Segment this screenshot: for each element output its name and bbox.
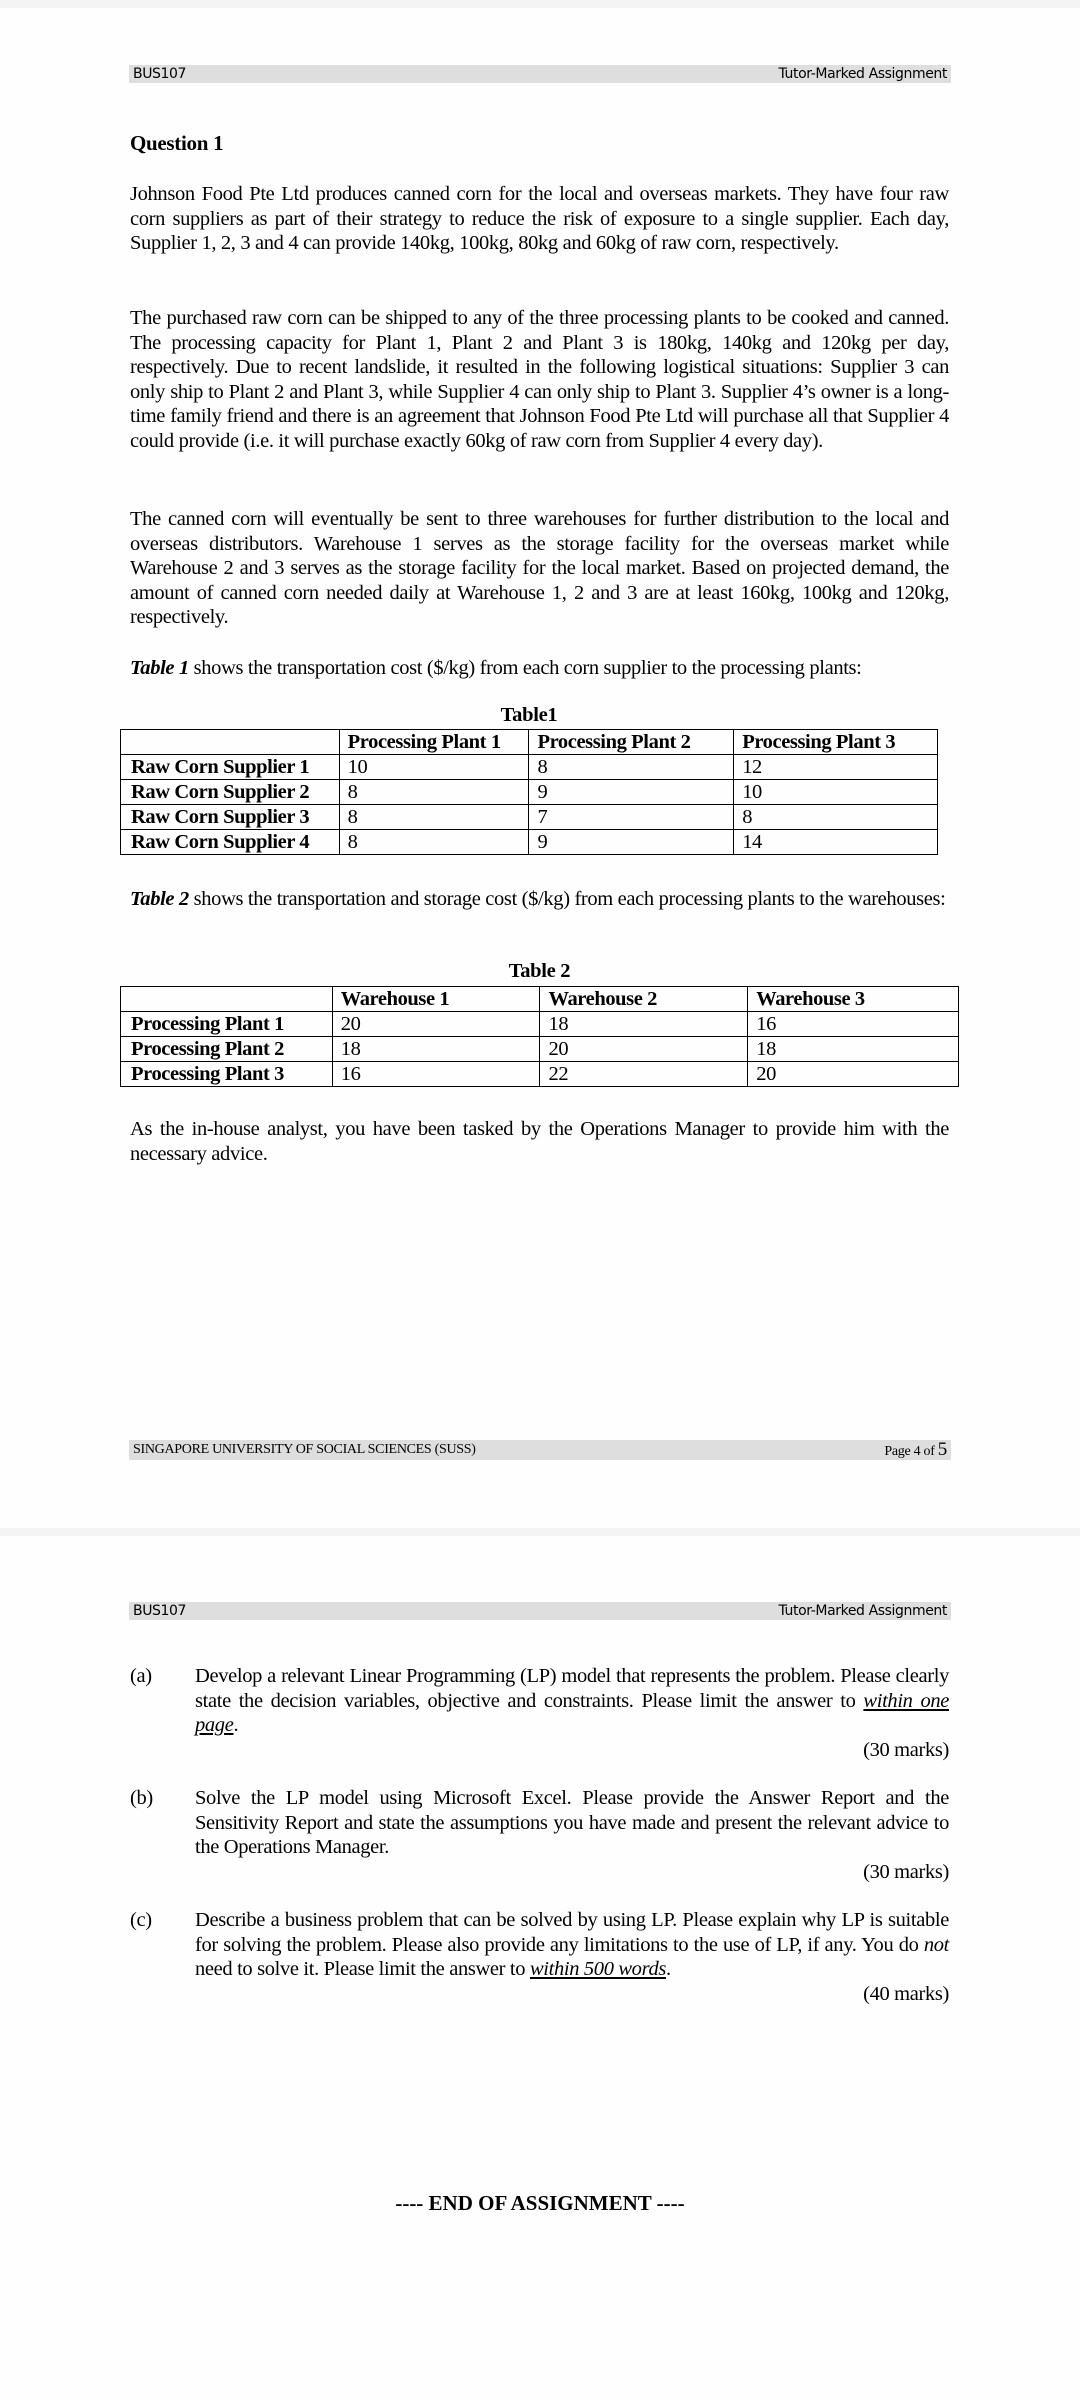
table-row	[121, 830, 938, 855]
part-label: (c)	[130, 1909, 152, 1931]
end-of-assignment: ---- END OF ASSIGNMENT ----	[395, 2191, 685, 2215]
table-row	[121, 755, 938, 780]
table-cell: 7	[529, 805, 734, 830]
document-page-5	[0, 1536, 1080, 2400]
table-cell: 9	[529, 780, 734, 805]
page-header	[129, 65, 951, 83]
table-header-row	[121, 987, 959, 1012]
table-cell: 16	[748, 1012, 959, 1037]
question-part-b	[130, 1786, 949, 1896]
table2-intro	[130, 887, 949, 912]
column-header	[121, 730, 340, 755]
table-cell: 10	[734, 780, 938, 805]
table-cell: 18	[748, 1037, 959, 1062]
row-header: Processing Plant 1	[121, 1012, 333, 1037]
table-cell: 16	[332, 1062, 540, 1087]
table2-caption: Table 2	[508, 960, 571, 982]
row-header: Processing Plant 2	[121, 1037, 333, 1062]
table-cell: 14	[734, 830, 938, 855]
column-header: Processing Plant 1	[339, 730, 529, 755]
table2-intro-text: shows the transportation and storage cost ($/kg) from each processing plants to the warehouses:	[188, 888, 946, 910]
part-label: (b)	[130, 1787, 153, 1809]
table1-caption: Table1	[500, 704, 558, 726]
warehouse-paragraph: The canned corn will eventually be sent to three warehouses for further distribution to the local and overseas distributors. Warehouse 1 serves as the storage facility for the overseas market while Warehouse 2 and 3 serves as the storage facility for the local market. Based on projected demand, the amount of canned corn needed daily at Warehouse 1, 2 and 3 are at least 160kg, 100kg and 120kg, respectively.	[130, 508, 949, 629]
table-cell: 8	[529, 755, 734, 780]
table-cell: 8	[734, 805, 938, 830]
institution-name: SINGAPORE UNIVERSITY OF SOCIAL SCIENCES (SUSS)	[133, 1442, 476, 1457]
document-type: Tutor-Marked Assignment	[778, 1603, 947, 1619]
table2-reference: Table 2	[130, 888, 189, 910]
document-type: Tutor-Marked Assignment	[778, 66, 947, 82]
question-part-a	[130, 1664, 949, 1774]
part-text: Describe a business problem that can be solved by using LP. Please explain why LP is suitable for solving the problem. Please also provide any limitations to the use of LP, if any. You do not need to solve it. Please limit the answer to within 500 words.	[195, 1909, 949, 1981]
page-header	[129, 1602, 951, 1620]
emphasis-underline: within one page	[195, 1689, 950, 1737]
part-text: Solve the LP model using Microsoft Excel. Please provide the Answer Report and the Sensitivity Report and state the assumptions you have made and present the relevant advice to the Operations Manager.	[195, 1787, 949, 1859]
intro-paragraph: Johnson Food Pte Ltd produces canned corn for the local and overseas markets. They have four raw corn suppliers as part of their strategy to reduce the risk of exposure to a single supplier. Each day, Supplier 1, 2, 3 and 4 can provide 140kg, 100kg, 80kg and 60kg of raw corn, respectively.	[130, 183, 949, 255]
course-code: BUS107	[133, 66, 187, 82]
row-header: Raw Corn Supplier 2	[121, 780, 340, 805]
row-header: Raw Corn Supplier 4	[121, 830, 340, 855]
table-row	[121, 805, 938, 830]
table-row	[121, 780, 938, 805]
column-header: Warehouse 2	[540, 987, 748, 1012]
table-header-row	[121, 730, 938, 755]
table1-reference: Table 1	[130, 657, 189, 679]
part-label: (a)	[130, 1665, 152, 1687]
part-text: Develop a relevant Linear Programming (LP) model that represents the problem. Please clearly state the decision variables, objective and constraints. Please limit the answer to within one page.	[195, 1665, 950, 1737]
table-cell: 10	[339, 755, 529, 780]
closing-paragraph: As the in-house analyst, you have been tasked by the Operations Manager to provide him with the necessary advice.	[130, 1118, 949, 1165]
marks-label: (30 marks)	[863, 1861, 949, 1883]
table-row	[121, 1037, 959, 1062]
row-header: Raw Corn Supplier 3	[121, 805, 340, 830]
table-cell: 20	[332, 1012, 540, 1037]
column-header	[121, 987, 333, 1012]
emphasis-italic: not	[923, 1933, 949, 1956]
question-title: Question 1	[130, 131, 224, 155]
processing-paragraph: The purchased raw corn can be shipped to any of the three processing plants to be cooked and canned. The processing capacity for Plant 1, Plant 2 and Plant 3 is 180kg, 140kg and 120kg per day, respectively. Due to recent landslide, it resulted in the following logistical situations: Supplier 3 can only ship to Plant 2 and Plant 3, while Supplier 4 can only ship to Plant 3. Supplier 4’s owner is a long-time family friend and there is an agreement that Johnson Food Pte Ltd will purchase all that Supplier 4 could provide (i.e. it will purchase exactly 60kg of raw corn from Supplier 4 every day).	[130, 307, 949, 452]
row-header: Raw Corn Supplier 1	[121, 755, 340, 780]
table-cell: 9	[529, 830, 734, 855]
course-code: BUS107	[133, 1603, 187, 1619]
table2-plant-to-warehouse-cost	[120, 986, 959, 1087]
page-number: Page 4 of 5	[884, 1439, 947, 1460]
column-header: Processing Plant 3	[734, 730, 938, 755]
marks-label: (30 marks)	[863, 1739, 949, 1761]
table-cell: 22	[540, 1062, 748, 1087]
table-cell: 20	[748, 1062, 959, 1087]
table-row	[121, 1062, 959, 1087]
page-footer	[129, 1440, 951, 1460]
question-part-c	[130, 1908, 949, 2018]
table1-supplier-to-plant-cost	[120, 729, 938, 855]
table-cell: 20	[540, 1037, 748, 1062]
marks-label: (40 marks)	[863, 1983, 949, 2005]
table-cell: 8	[339, 805, 529, 830]
document-page-4	[0, 8, 1080, 1528]
column-header: Processing Plant 2	[529, 730, 734, 755]
table1-intro-text: shows the transportation cost ($/kg) from each corn supplier to the processing plants:	[188, 657, 862, 679]
table-cell: 18	[332, 1037, 540, 1062]
table-cell: 18	[540, 1012, 748, 1037]
table-row	[121, 1012, 959, 1037]
column-header: Warehouse 1	[332, 987, 540, 1012]
column-header: Warehouse 3	[748, 987, 959, 1012]
table-cell: 8	[339, 780, 529, 805]
table1-intro	[130, 656, 949, 681]
table-cell: 12	[734, 755, 938, 780]
table-cell: 8	[339, 830, 529, 855]
row-header: Processing Plant 3	[121, 1062, 333, 1087]
emphasis-underline: within 500 words	[529, 1958, 666, 1981]
